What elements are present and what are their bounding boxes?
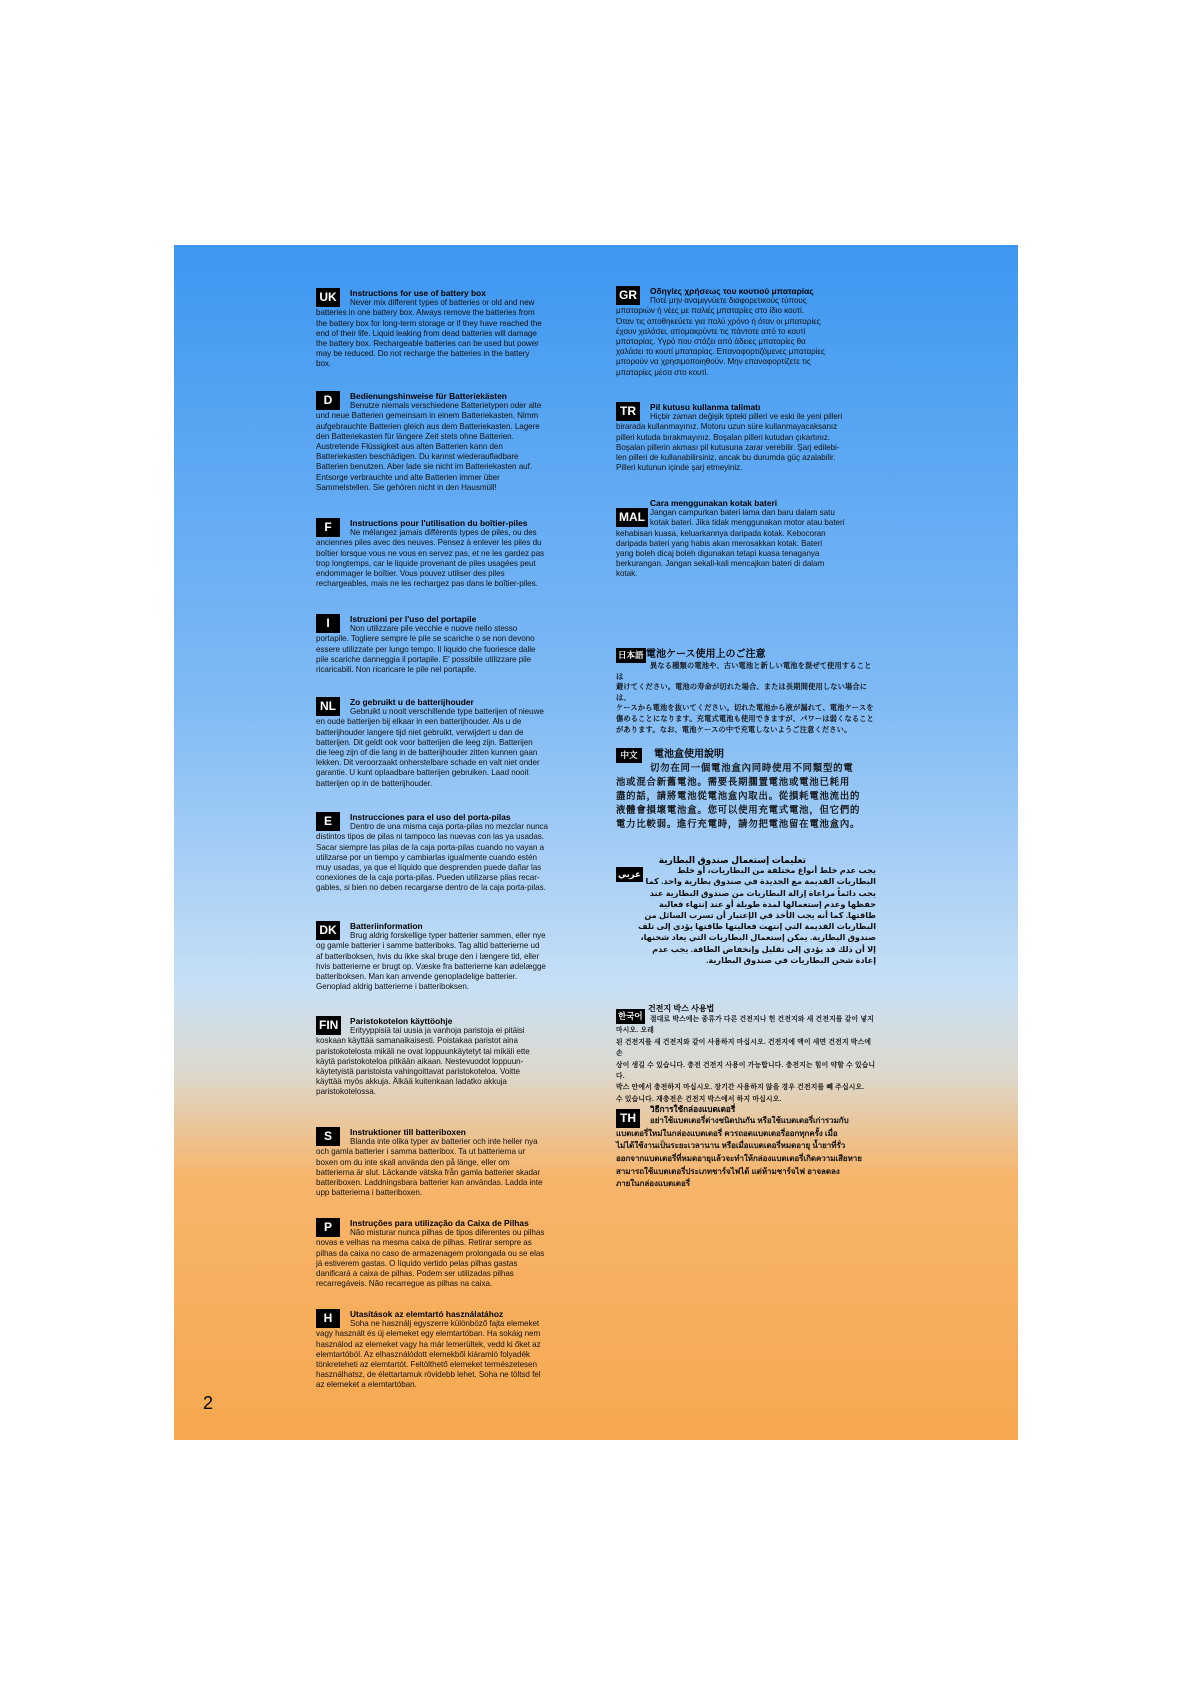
section-title: Istruzioni per l'uso del portapile [350,614,477,624]
section-body: Non utilizzare pile vecchie e nuove nello stesso portapile. Togliere sempre le pile se scariche o se non devono essere utilizzate per lungo tempo. Il liquido che fuoriesce dalle pile scariche danneggia il portapile. E' possibile utilizzare pile ricaricabili. Non ricaricare le pile nel portapile. [316,624,536,675]
section-title: 電池ケース使用上のご注意 [646,649,766,660]
language-badge: S [316,1127,340,1146]
language-badge: F [316,518,340,537]
section-body: Brug aldrig forskellige typer batterier sammen, eller nye og gamle batterier i samme batteriboks. Tag altid batterierne ud af batteriboksen, hvis du ikke skal bruge den i længere tid, eller hvis batterierne er brugt op. Væske fra batterierne kan ødelægge batteriboksen. Man kan anvende genopladelige batterier. Genoplad aldrig batterierne i batteriboksen. [316,931,546,992]
language-badge: P [316,1218,340,1237]
section-title: 건전지 박스 사용법 [648,1004,715,1013]
section-h [316,1309,576,1391]
section-body: Gebruikt u nooit verschillende type batterijen of nieuwe en oude batterijen bij elkaar in een batterijhouder. Als u de batterijhouder langere tijd niet gebruikt, verwijdert u dan de batterijen. Dit geldt ook voor batterijen die leeg zijn. Batterijen die leeg zijn of die lang in de batterijhouder zitten kunnen gaan lekken. Dit veroorzaakt onherstelbare schade en valt niet onder garantie. U kunt oplaadbare batterijen gebruiken. Laad nooit batterijen op in de batterijhouder. [316,707,544,788]
instruction-panel [174,245,1018,1440]
section-ja [616,648,876,735]
section-nl [316,697,576,789]
section-body: Dentro de una misma caja porta-pilas no mezclar nunca distintos tipos de pilas ni tampoco las nuevas con las ya usadas. Sacar siempre las pilas de la caja porta-pilas cuando no vayan a utilizarse por un tiempo y cambiarlas igualmente cuando estén muy usadas, ya que el líquido que desprenden puede dañar las conexiones de la caja porta-pilas. Pueden utilizarse pilas recar- gables, si bien no deben recargarse dentro de la caja porta-pilas. [316,822,548,893]
section-body: 절대로 박스에는 종류가 다른 건전지나 헌 건전지와 새 건전지를 같이 넣지 마시오. 오래 된 건전지를 새 건전지와 같이 사용하지 마십시오. 건전지에 액이 새면 건전지 박스에 손 상이 생길 수 있습니다. 충전 건전지 사용이 가능합니다. 충전지는 힘이 약할 수 있습니다. 박스 안에서 충전하지 마십시오. 장기간 사용하지 않을 경우 건전지를 빼 주십시오. 수 있습니다. 재충전은 건전지 박스에서 하지 마십시오. [616,1016,876,1103]
section-title: Instructions pour l'utilisation du boîtier-piles [350,518,528,528]
section-body: Blanda inte olika typer av batterier och inte heller nya och gamla batterier i samma batteribox. Ta ut batterierna ur boxen om du inte skall använda den på länge, eller om batterierna är slut. Läckande vätska från gamla batterier skadar batteriboxen. Laddningsbara batterier kan användas. Ladda inte upp batterierna i batteriboxen. [316,1137,543,1198]
language-badge: 日本語 [616,648,646,663]
section-title: Pil kutusu kullanma talimatı [650,402,761,412]
section-uk [316,288,576,370]
section-title: วิธีการใช้กล่องแบตเตอรี่ [650,1105,736,1114]
language-badge: I [316,614,340,633]
section-title: Bedienungshinweise für Batteriekästen [350,391,507,401]
page-number: 2 [203,1393,214,1413]
section-title: Cara menggunakan kotak bateri [650,498,778,508]
section-body: Ne mélangez jamais différents types de piles, ou des anciennes piles avec des neuves. Pensez à enlever les piles du boîtier lorsque vous ne vous en servez pas, et ne les gardez pas trop longtemps, car le liquide provenant de piles usagées peut endommager le boîtier. Vous pouvez utiliser des piles rechargeables, mais ne les rechargez pas dans le boîtier-piles. [316,528,545,589]
section-body: 切勿在同一個電池盒內同時使用不同類型的電 池或混合新舊電池。需要長期擱置電池或電池已耗用 盡的話，請將電池從電池盒內取出。從損耗電池流出的 液體會損壞電池盒。您可以使用充電式電池，但它們的 電力比較弱。進行充電時，請勿把電池留在電池盒內。 [616,762,861,829]
section-title: Instruções para utilização da Caixa de Pilhas [350,1218,529,1228]
language-badge: TR [616,402,640,421]
section-title: Paristokotelon käyttöohje [350,1016,453,1026]
section-tr [616,402,876,473]
section-fin [316,1016,576,1098]
section-body: Soha ne használj egyszerre különböző fajta elemeket vagy használt és új elemeket egy elemtartóban. Ha sokáig nem használod az elemeket vagy ha már lemerültek, vedd ki őket az elemtartóból. Az elhasználódott elemekből kiáramló folyadék tönkreteheti az elemtartót. Feltölthető elemeket természetesen használhatsz, de élettartamuk rövidebb lehet. Soha ne töltsd fel az elemeket a elemtartóban. [316,1319,541,1390]
section-title: Instrucciones para el uso del porta-pilas [350,812,511,822]
section-body: Jangan campurkan bateri lama dan baru dalam satu kotak bateri. Jika tidak menggunakan motor atau bateri kehabisan kuasa, keluarkannya daripada kotak. Kebocoran daripada bateri yang habis akan merosakkan kotak. Bateri yang boleh dicaj boleh digunakan tetapi kuasa tenaganya berkurangan. Jangan sekali-kali mencajkan bateri di dalam kotak. [616,508,845,579]
section-gr [616,286,876,378]
language-badge: 한국어 [616,1009,645,1024]
section-body: Ποτέ μην αναμιγνύετε διαφορετικούς τύπους μπαταριών ή νέες με παλιές μπαταρίες στο ίδιο κουτί. Όταν τις αποθηκεύετε για πολύ χρόνο ή όταν οι μπαταρίες έχουν χαλάσει, απομακρύντε τις πάντοτε από το κουτί μπαταρίας. Υγρό που στάζει από άδειες μπαταρίες θα χαλάσει το κουτί μπαταρίας. Επαναφορτιζόμενες μπαταρίες μπορούν να χρησιμοποιηθούν. Μην επαναφορτίζετε τις μπαταρίες μέσα στο κουτί. [616,296,825,377]
language-badge: E [316,812,340,831]
section-body: Erityyppisiä tai uusia ja vanhoja paristoja ei pitäisi koskaan käyttää samanaikaisesti. Poistakaa paristot aina paristokotelosta mikäli ne ovat loppuunkäytetyt tai mikäli ette käytä paristokoteloa pitkään aikaan. Nestevuodot loppuun- käytetyistä paristoista vahingoittavat paristokoteloa. Voitte käyttää myös akkuja. Älkää kuitenkaan ladatko akkuja paristokotelossa. [316,1026,530,1097]
language-badge: GR [616,286,640,305]
section-title: تعليمات إستعمال صندوق البطارية [658,855,806,865]
language-badge: عربي [616,867,643,882]
section-body: อย่าใช้แบตเตอรี่ต่างชนิดปนกัน หรือใช้แบตเตอรี่เก่ารวมกับ แบตเตอรี่ใหม่ในกล่องแบตเตอรี่ ควรถอดแบตเตอรี่ออกทุกครั้ง เมื่อ ไม่ได้ใช้งานเป็นระยะเวลานาน หรือเมื่อแบตเตอรี่หมดอายุ น้ำยาที่รั่ว ออกจากแบตเตอรี่ที่หมดอายุแล้วจะทำให้กล่องแบตเตอรี่เกิดความเสียหาย สามารถใช้แบตเตอรี่ประเภทชาร์จไฟได้ แต่ห้ามชาร์จไฟ อาจลดลง ภายในกล่องแบตเตอรี่ [616,1116,862,1189]
language-badge: DK [316,921,340,940]
language-badge: 中文 [616,748,642,763]
section-zh [616,748,876,831]
section-ar [616,855,876,966]
section-title: Οδηγίες χρήσεως του κουτιού μπαταρίας [650,286,814,296]
section-title: Instruktioner till batteriboxen [350,1127,466,1137]
section-f [316,518,576,589]
section-d [316,391,576,493]
language-badge: D [316,391,340,410]
section-title: 電池盒使用說明 [654,749,724,760]
section-dk [316,921,576,992]
section-e [316,812,576,894]
section-p [316,1218,576,1289]
section-body: Não misturar nunca pilhas de tipos diferentes ou pilhas novas e velhas na mesma caixa de pilhas. Retirar sempre as pilhas da caixa no caso de armazenagem prolongada ou se elas já estiverem gastas. O líquido vertido pelas pilhas gastas danificará a caixa de pilhas. Podem ser utilizadas pilhas recarregáveis. Não recarregue as pilhas na caixa. [316,1228,545,1289]
section-mal [616,498,876,580]
section-body: 異なる種類の電池や、古い電池と新しい電池を混ぜて使用することは 避けてください。電池の寿命が切れた場合、または長期間使用しない場合には、 ケースから電池を抜いてください。切れた電池から液が漏れて、電池ケースを 傷めることになります。充電式電池も使用できますが、パワーは弱くなること があります。なお、電池ケースの中で充電しないようご注意ください。 [616,661,874,734]
section-title: Batteriinformation [350,921,423,931]
language-badge: NL [316,697,340,716]
section-body: Benutze niemals verschiedene Batterietypen oder alte und neue Batterien gemeinsam in einem Batteriekasten. Nimm aufgebrauchte Batterien gleich aus dem Batteriekasten. Lagere den Batteriekasten für längere Zeit stets ohne Batterien. Austretende Flüssigkeit aus alten Batterien kann den Batteriekasten beschädigen. Du kannst wiederaufladbare Batterien benutzen. Aber lade sie nicht im Batteriekasten auf. Entsorge verbrauchte und alte Batterien immer über Sammelstellen. Sie gehören nicht in den Hausmüll! [316,401,542,492]
section-body: Never mix different types of batteries or old and new batteries in one battery box. Always remove the batteries from the battery box for long-term storage or if they have reached the end of their life. Liquid leaking from dead batteries will damage the battery box. Rechargeable batteries can be used but power may be reduced. Do not recharge the batteries in the battery box. [316,298,542,369]
language-badge: MAL [616,508,648,527]
section-th [616,1105,876,1191]
language-badge: H [316,1309,340,1328]
language-badge: UK [316,288,340,307]
section-ko [616,1003,876,1105]
language-badge: TH [616,1109,640,1128]
language-badge: FIN [316,1016,341,1035]
section-title: Zo gebruikt u de batterijhouder [350,697,474,707]
section-s [316,1127,576,1198]
section-title: Instructions for use of battery box [350,288,486,298]
section-title: Utasítások az elemtartó használatához [350,1309,504,1319]
section-i [316,614,576,675]
section-body: يجب عدم خلط أنواع مختلفة من البطاريات، أو خلط البطاريات القديمة مع الجديدة في صندوق بطارية واحد. كما يجب دائماً مراعاة إزالة البطاريات من صندوق البطارية عند حفظها وعدم إستعمالها لمدة طويلة أو عند إنتهاء فعالية طاقتها. كما أنه يجب الأخذ في الإعتبار أن تسرب السائل من البطاريات القديمة التي إنتهت فعاليتها طاقتها يؤدي إلى تلف صندوق البطارية. يمكن إستعمال البطاريات التي يعاد شحنها، إلا أن ذلك قد يؤدي إلى تقليل وإنخفاض الطاقة. يجب عدم إعادة شحن البطاريات في صندوق البطارية. [638,866,876,965]
section-body: Hiçbir zaman değişik tipteki pilleri ve eski ile yeni pilleri birarada kullanmayınız. Motoru uzun süre kullanmayacaksanız pilleri kutuda bırakmayınız. Boşalan pilleri kutudan çıkartınız. Boşalan pillerin akması pil kutusuna zarar verebilir. Şarj edilebi- len pilleri de kullanabilirsiniz, ancak bu durumda güç azalabilir. Pilleri kutunun içinde şarj etmeyiniz. [616,412,843,473]
